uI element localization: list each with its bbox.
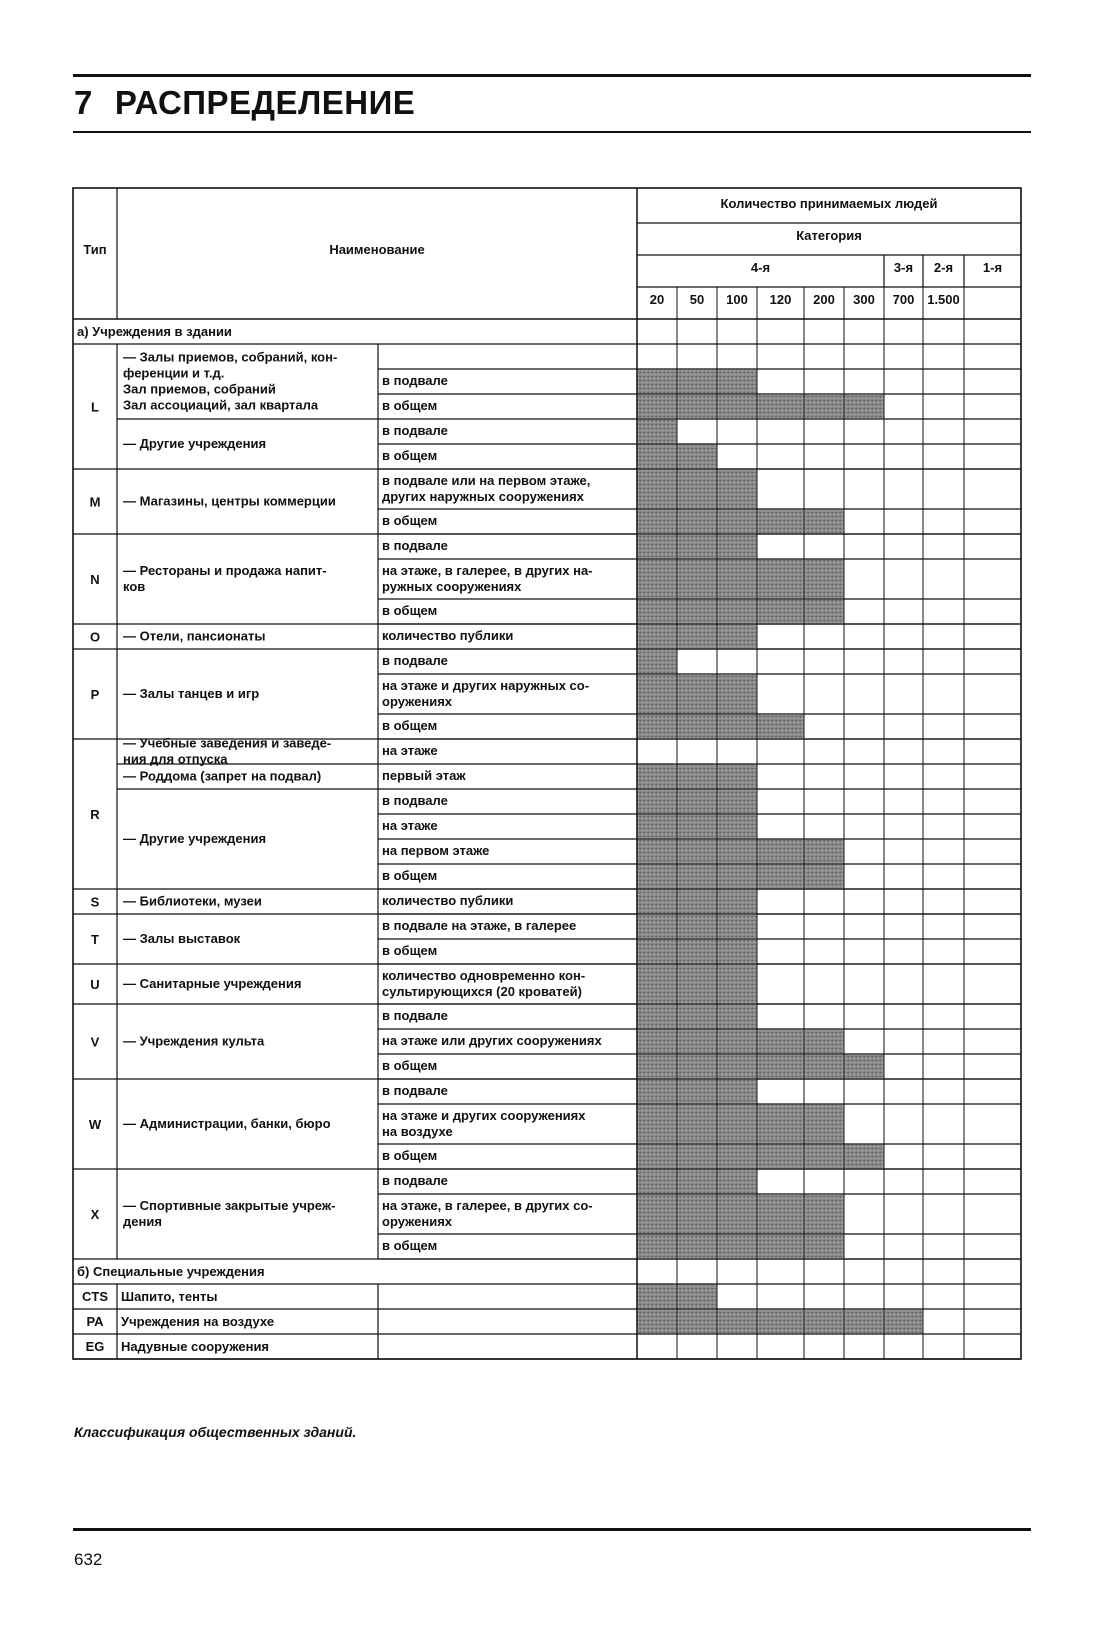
shaded-cell (718, 865, 757, 889)
shaded-cell (718, 1235, 757, 1259)
shaded-cell (638, 650, 677, 674)
shaded-cell (678, 1285, 717, 1309)
shaded-cell (758, 1195, 804, 1234)
shaded-cell (638, 815, 677, 839)
condition-label: в подвале (382, 1083, 448, 1098)
type-code: W (88, 1117, 102, 1132)
shaded-cell (638, 940, 677, 964)
header-category-group: 2-я (933, 260, 954, 275)
shaded-cell (678, 1005, 717, 1029)
shaded-cell (638, 370, 677, 394)
shaded-cell (678, 1080, 717, 1104)
shaded-cell (638, 535, 677, 559)
shaded-cell (678, 840, 717, 864)
shaded-cell (678, 395, 717, 419)
shaded-cell (718, 765, 757, 789)
condition-label: количество публики (382, 893, 514, 908)
condition-label: в общем (382, 1148, 438, 1163)
type-code: V (90, 1034, 100, 1050)
institution-name: Шапито, тенты (121, 1289, 218, 1304)
institution-name: — Учебные заведения и заведе- (123, 735, 332, 751)
shaded-cell (805, 840, 844, 864)
shaded-cell (638, 890, 677, 914)
shaded-cell (638, 510, 677, 534)
shaded-cell (718, 600, 757, 624)
condition-label: в подвале на этаже, в галерее (382, 918, 577, 933)
shaded-cell (678, 625, 717, 649)
institution-name: — Залы выставок (123, 931, 241, 946)
shaded-cell (758, 1310, 804, 1334)
header-threshold: 50 (689, 292, 705, 307)
institution-name: — Другие учреждения (123, 436, 267, 451)
condition-label: в общем (382, 1058, 438, 1073)
condition-label: в общем (382, 603, 438, 618)
institution-name: — Залы приемов, собраний, кон- (123, 349, 338, 365)
institution-name: — Санитарные учреждения (123, 976, 302, 991)
shaded-cell (805, 510, 844, 534)
condition-label: в общем (382, 718, 438, 733)
shaded-cell (845, 1145, 884, 1169)
shaded-cell (758, 560, 804, 599)
condition-label: в общем (382, 448, 438, 463)
shaded-cell (758, 865, 804, 889)
shaded-cell (638, 470, 677, 509)
header-threshold: 1.500 (927, 292, 960, 307)
shaded-cell (718, 510, 757, 534)
shaded-cell (845, 1055, 884, 1079)
condition-label: в общем (382, 1238, 438, 1253)
shaded-cell (638, 790, 677, 814)
institution-name: — Учреждения культа (123, 1033, 265, 1049)
shaded-cell (638, 1195, 677, 1234)
shaded-cell (678, 865, 717, 889)
shaded-cell (718, 840, 757, 864)
shaded-cell (718, 1195, 757, 1234)
shaded-cell (805, 1195, 844, 1234)
condition-label: количество публики (382, 628, 514, 643)
condition-label: оружениях (382, 694, 453, 709)
condition-label: сультирующихся (20 кроватей) (382, 984, 582, 999)
condition-label: на этаже или других сооружениях (382, 1033, 602, 1048)
shaded-cell (678, 1235, 717, 1259)
condition-label: на этаже, в галерее, в других со- (382, 1198, 593, 1213)
condition-label: оружениях (382, 1214, 453, 1229)
shaded-cell (805, 1145, 844, 1169)
shaded-cell (885, 1310, 923, 1334)
type-code: S (90, 894, 100, 910)
header-capacity: Количество принимаемых людей (720, 196, 938, 211)
shaded-cell (718, 1170, 757, 1194)
shaded-cell (718, 560, 757, 599)
institution-name: Зал приемов, собраний (123, 381, 276, 397)
shaded-cell (678, 1195, 717, 1234)
shaded-cell (678, 1030, 717, 1054)
shaded-cell (678, 370, 717, 394)
shaded-cell (718, 1310, 757, 1334)
section-title: а) Учреждения в здании (77, 324, 232, 339)
shaded-cell (845, 1310, 884, 1334)
shaded-cell (805, 1235, 844, 1259)
shaded-cell (758, 1235, 804, 1259)
shaded-cell (758, 840, 804, 864)
shaded-cell (678, 890, 717, 914)
shaded-cell (678, 1170, 717, 1194)
shaded-cell (638, 1235, 677, 1259)
shaded-cell (678, 560, 717, 599)
shaded-cell (678, 535, 717, 559)
header-name: Наименование (329, 242, 425, 257)
shaded-cell (845, 395, 884, 419)
shaded-cell (718, 790, 757, 814)
header-threshold: 20 (649, 292, 665, 307)
condition-label: других наружных сооружениях (382, 489, 584, 504)
type-code: L (91, 399, 99, 415)
table-caption: Классификация общественных зданий. (74, 1424, 357, 1440)
shaded-cell (758, 715, 804, 739)
condition-label: ружных сооружениях (382, 579, 522, 594)
header-threshold: 200 (813, 292, 835, 307)
shaded-cell (678, 445, 717, 469)
header-category-group: 3-я (893, 260, 914, 275)
type-code: N (90, 572, 100, 587)
condition-label: на этаже (382, 743, 438, 758)
shaded-cell (758, 395, 804, 419)
institution-name: — Спортивные закрытые учреж- (123, 1198, 336, 1213)
header-type: Тип (83, 242, 107, 257)
condition-label: в подвале или на первом этаже, (382, 473, 591, 488)
condition-label: в подвале (382, 538, 448, 553)
shaded-cell (805, 1105, 844, 1144)
shaded-cell (758, 1055, 804, 1079)
shaded-cell (678, 1310, 717, 1334)
shaded-cell (678, 675, 717, 714)
shaded-cell (678, 815, 717, 839)
institution-name: Учреждения на воздухе (121, 1314, 275, 1329)
shaded-cell (678, 510, 717, 534)
shaded-cell (805, 1310, 844, 1334)
shaded-cell (638, 1145, 677, 1169)
shaded-cell (638, 420, 677, 444)
shaded-cell (718, 1055, 757, 1079)
condition-label: на этаже и других сооружениях (382, 1108, 586, 1123)
shaded-cell (638, 1055, 677, 1079)
shaded-cell (718, 815, 757, 839)
condition-label: в общем (382, 398, 438, 413)
type-code: O (89, 629, 101, 645)
condition-label: в общем (382, 513, 438, 528)
shaded-cell (678, 470, 717, 509)
shaded-cell (638, 965, 677, 1004)
shaded-cell (678, 765, 717, 789)
shaded-cell (678, 790, 717, 814)
condition-label: в общем (382, 868, 438, 883)
shaded-cell (638, 600, 677, 624)
shaded-cell (718, 470, 757, 509)
shaded-cell (805, 1055, 844, 1079)
institution-name: — Администрации, банки, бюро (123, 1116, 331, 1131)
shaded-cell (638, 1080, 677, 1104)
condition-label: на этаже, в галерее, в других на- (382, 563, 593, 578)
condition-label: в подвале (382, 793, 448, 808)
shaded-cell (638, 395, 677, 419)
type-code: T (91, 932, 99, 947)
institution-name: ференции и т.д. (123, 365, 225, 381)
shaded-cell (718, 1080, 757, 1104)
shaded-cell (718, 965, 757, 1004)
header-threshold: 700 (892, 292, 915, 307)
shaded-cell (718, 370, 757, 394)
institution-name: — Другие учреждения (123, 831, 267, 846)
institution-name: дения (123, 1214, 162, 1229)
shaded-cell (758, 510, 804, 534)
shaded-cell (718, 395, 757, 419)
shaded-cell (678, 715, 717, 739)
shaded-cell (638, 1285, 677, 1309)
shaded-cell (718, 535, 757, 559)
shaded-cell (638, 1170, 677, 1194)
type-code: P (90, 687, 100, 702)
type-code: PA (86, 1314, 104, 1329)
shaded-cell (678, 915, 717, 939)
shaded-cell (638, 1005, 677, 1029)
institution-name: — Магазины, центры коммерции (123, 493, 336, 509)
shaded-cell (758, 1030, 804, 1054)
type-code: CTS (82, 1289, 108, 1304)
condition-label: первый этаж (382, 768, 466, 783)
shaded-cell (678, 600, 717, 624)
institution-name: Надувные сооружения (121, 1339, 270, 1354)
section-title: б) Специальные учреждения (77, 1264, 265, 1279)
shaded-cell (678, 1145, 717, 1169)
shaded-cell (638, 1105, 677, 1144)
institution-name: — Библиотеки, музеи (123, 893, 262, 909)
header-threshold: 300 (853, 292, 875, 307)
shaded-cell (718, 1105, 757, 1144)
shaded-cell (805, 395, 844, 419)
condition-label: в общем (382, 943, 438, 958)
chapter-number: 7 (74, 84, 93, 121)
shaded-cell (678, 1105, 717, 1144)
shaded-cell (718, 715, 757, 739)
shaded-cell (678, 940, 717, 964)
shaded-cell (638, 915, 677, 939)
condition-label: на этаже и других наружных со- (382, 678, 590, 693)
condition-label: на первом этаже (382, 843, 490, 858)
shaded-cell (718, 890, 757, 914)
condition-label: на воздухе (382, 1124, 453, 1139)
shaded-cell (638, 865, 677, 889)
shaded-cell (638, 1310, 677, 1334)
bottom-rule (73, 1528, 1031, 1531)
shaded-cell (638, 675, 677, 714)
shaded-cell (678, 1055, 717, 1079)
shaded-cell (805, 865, 844, 889)
institution-name: — Отели, пансионаты (123, 628, 266, 644)
shaded-cell (758, 600, 804, 624)
institution-name: — Рестораны и продажа напит- (123, 563, 327, 578)
header-category: Категория (796, 228, 862, 243)
institution-name: ков (123, 579, 146, 594)
shaded-cell (718, 675, 757, 714)
type-code: X (90, 1207, 100, 1222)
condition-label: в подвале (382, 373, 448, 388)
shaded-cell (638, 840, 677, 864)
shaded-cell (638, 1030, 677, 1054)
condition-label: в подвале (382, 653, 448, 668)
condition-label: в подвале (382, 423, 448, 438)
shaded-cell (805, 600, 844, 624)
shaded-cell (718, 915, 757, 939)
shaded-cell (805, 1030, 844, 1054)
condition-label: количество одновременно кон- (382, 968, 586, 983)
type-code: U (90, 977, 100, 992)
institution-name: ния для отпуска (123, 751, 228, 767)
shaded-cell (758, 1145, 804, 1169)
type-code: M (89, 494, 101, 510)
shaded-cell (718, 1030, 757, 1054)
shaded-cell (638, 715, 677, 739)
header-category-group: 1-я (982, 260, 1003, 275)
institution-name: Зал ассоциаций, зал квартала (123, 397, 319, 413)
page-number: 632 (74, 1550, 103, 1569)
shaded-cell (718, 625, 757, 649)
shaded-cell (718, 940, 757, 964)
shaded-cell (718, 1145, 757, 1169)
shaded-cell (758, 1105, 804, 1144)
shaded-cell (638, 560, 677, 599)
chapter-title-text: РАСПРЕДЕЛЕНИЕ (114, 84, 416, 121)
condition-label: на этаже (382, 818, 438, 833)
header-threshold: 100 (726, 292, 748, 307)
institution-name: — Роддома (запрет на подвал) (123, 768, 322, 784)
shaded-cell (638, 445, 677, 469)
condition-label: в подвале (382, 1173, 448, 1188)
type-code: R (90, 807, 100, 822)
shaded-cell (678, 965, 717, 1004)
type-code: EG (85, 1339, 105, 1354)
header-threshold: 120 (769, 292, 792, 307)
shaded-cell (718, 1005, 757, 1029)
header-category-group: 4-я (750, 260, 771, 275)
shaded-cell (805, 560, 844, 599)
condition-label: в подвале (382, 1008, 448, 1023)
institution-name: — Залы танцев и игр (123, 686, 260, 701)
shaded-cell (638, 765, 677, 789)
shaded-cell (638, 625, 677, 649)
